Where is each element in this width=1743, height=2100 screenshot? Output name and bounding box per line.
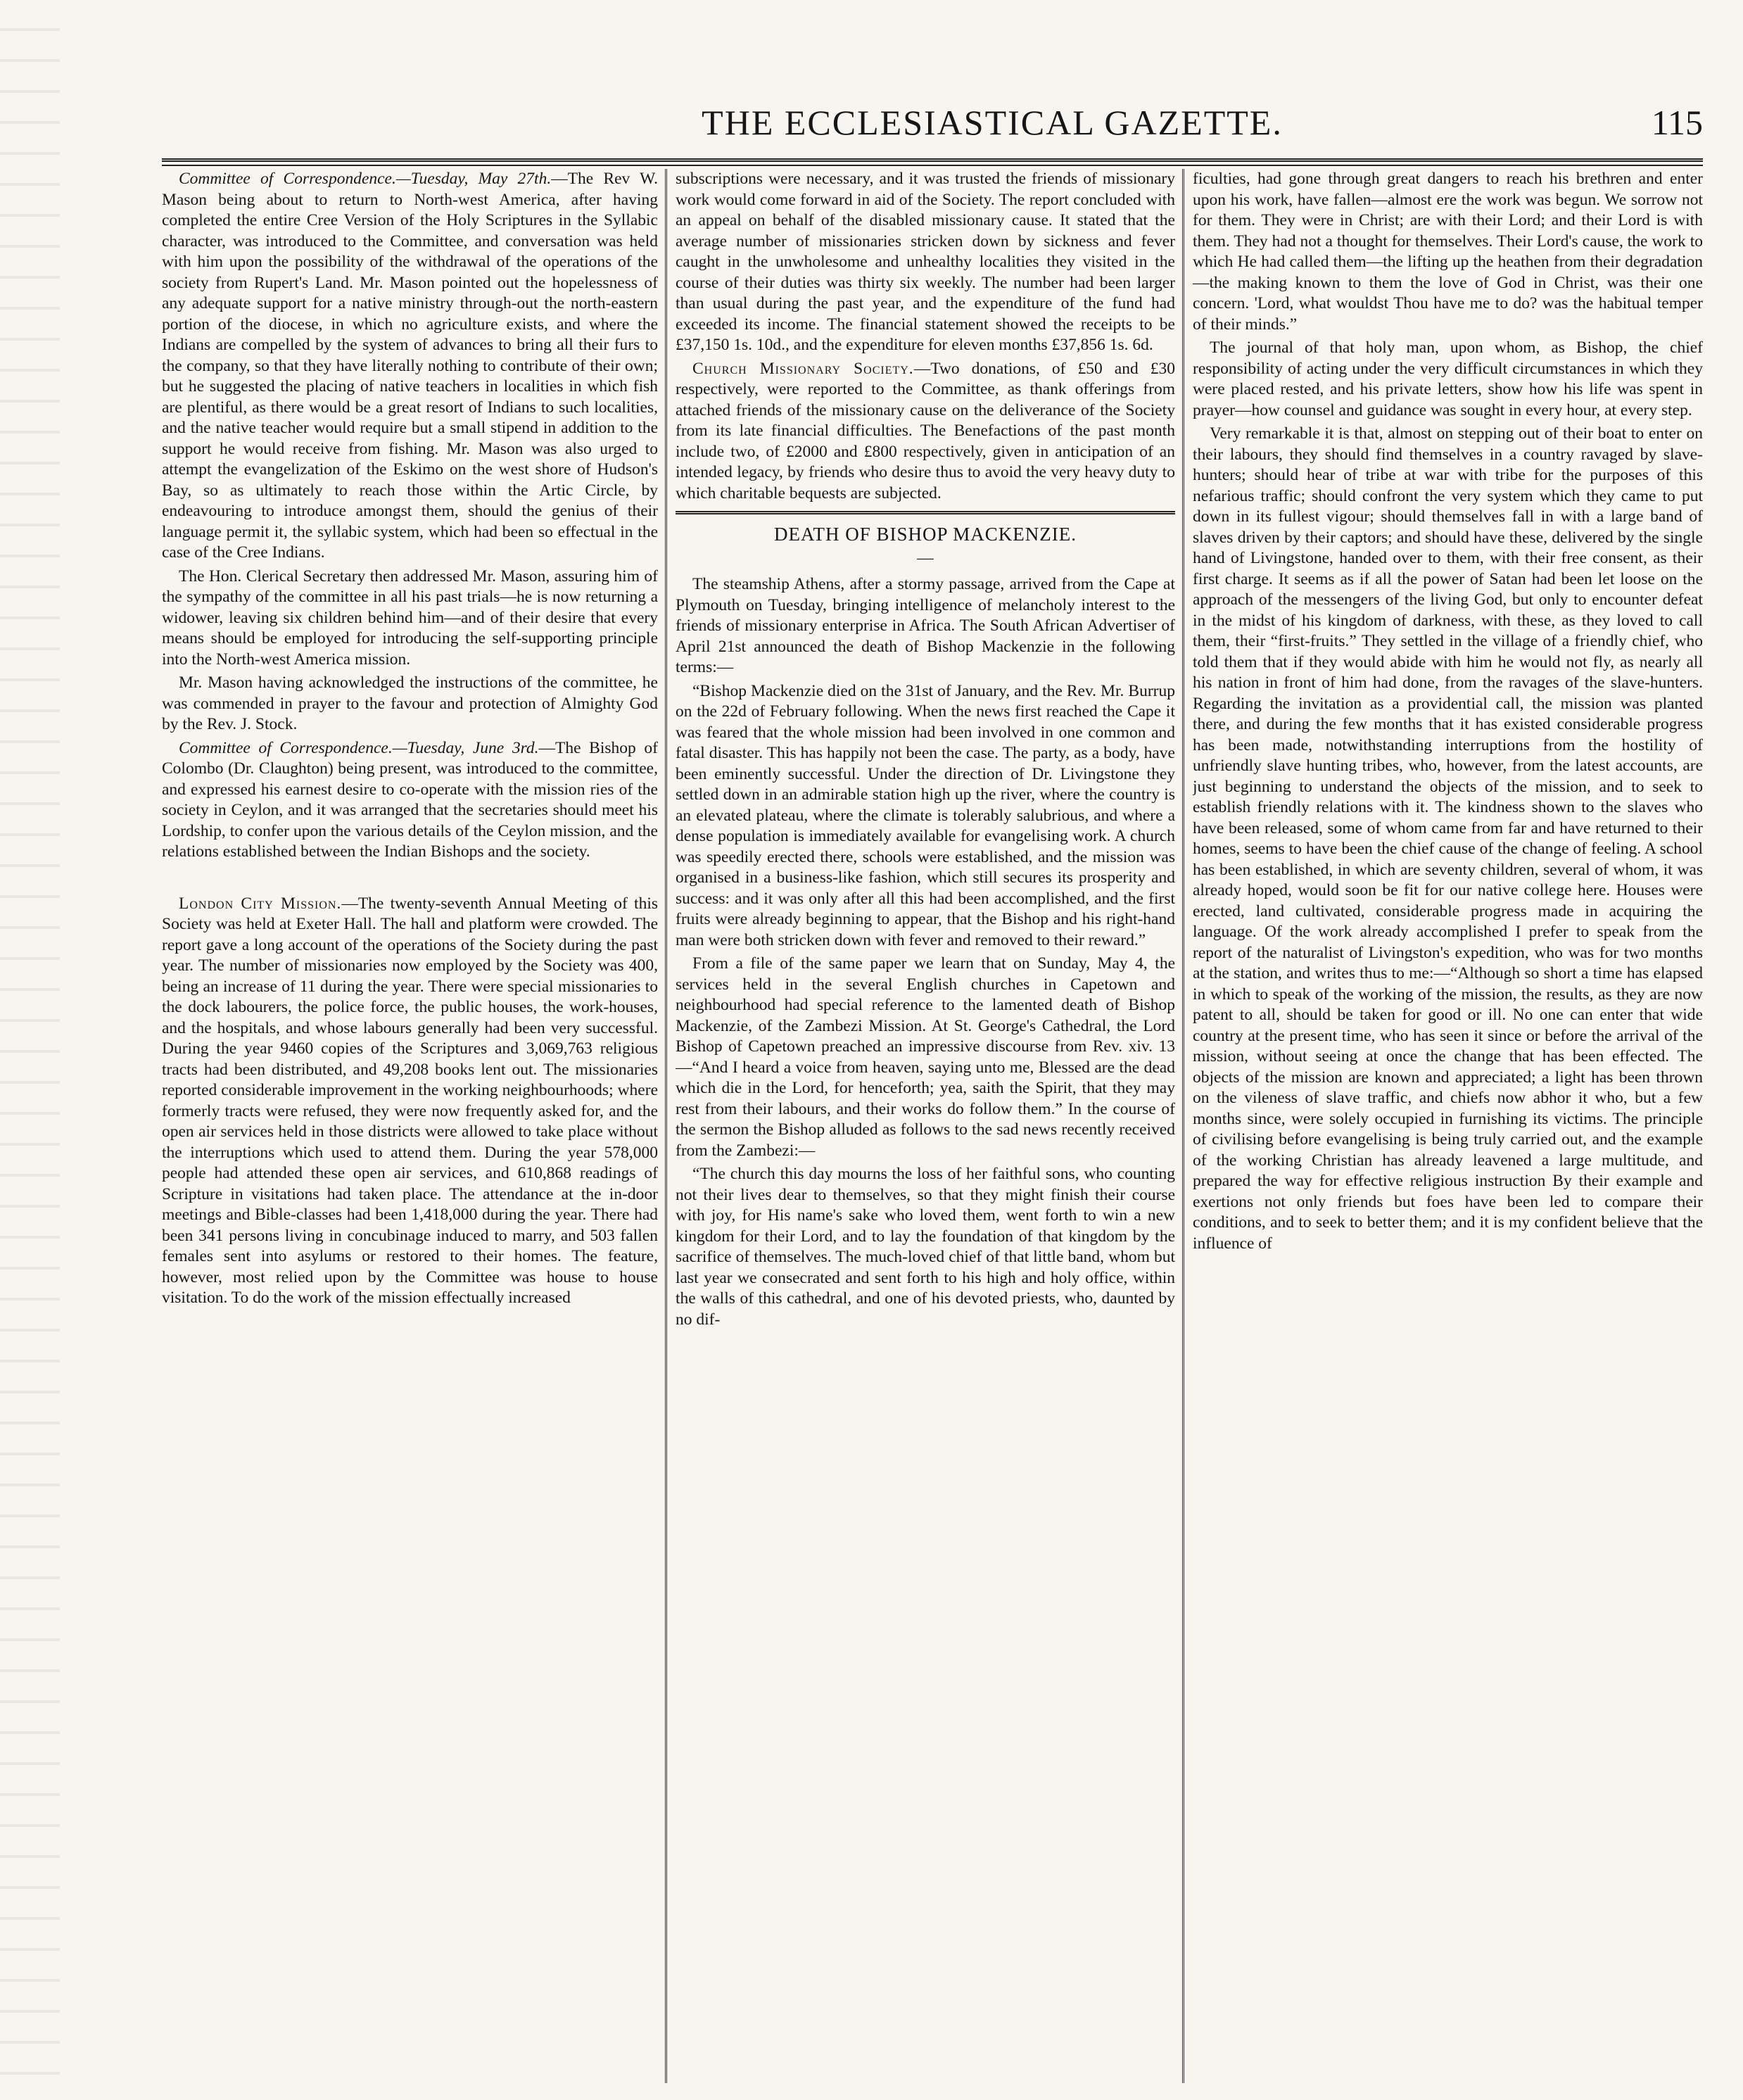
paragraph: “The church this day mourns the loss of her faithful sons, who counting not their lives dear to themselves, so that they might finish their course with joy, for His name's sake who loved them, went forth to win a new kingdom for their Lord, and to lay the foundation of that kingdom by the sacrifice of themselves. The much-loved chief of that little band, whom but last year we consecrated and sent forth to his high and holy office, within the walls of this cathedral, and one of his devoted priests, who, daunted by no dif- bbox=[676, 1165, 1175, 1329]
paragraph-text: —Two donations, of £50 and £30 respectively, were reported to the Committee, as thank offerings from attached friends of the missionary cause on the deliverance of the Society from its late financial difficulties. The Benefactions of the past month include two, of £2000 and £800 respectively, given in anticipation of an intended legacy, by friends who desire thus to avoid the very heavy duty to which charitable bequests are subjected. bbox=[676, 359, 1175, 502]
paragraph: The journal of that holy man, upon whom, as Bishop, the chief responsibility of acting under the very difficult circumstances in which they were placed rested, and his private letters, show how his life was spent in prayer—how counsel and guidance was sought in every hour, at every step. bbox=[1193, 339, 1703, 419]
paragraph bbox=[162, 738, 658, 863]
section-gap bbox=[162, 866, 658, 894]
paragraph-text: —The twenty-seventh Annual Meeting of this Society was held at Exeter Hall. The hall and platform were crowded. The report gave a long account of the operations of the Society during the past year. The number of missionaries now employed by the Society was 400, being an increase of 11 during the year. There were special missionaries to the dock labourers, the police force, the public houses, the work-houses, and the hospitals, and whose labours generally had been very successful. During the year 9460 copies of the Scriptures and 3,069,763 religious tracts had been distributed, and 49,208 books lent out. The missionaries reported considerable improvement in the working neighbourhoods; where formerly tracts were refused, they were now frequently asked for, and the open air services held in those districts were allowed to take place without the interruptions which used to attend them. During the year 578,000 people had attended these open air services, and 610,868 readings of Scripture in visitations had taken place. The attendance at the in-door meetings and Bible-classes had been 1,418,000 during the year. There had been 341 persons living in concubinage induced to marry, and 503 fallen females sent into asylums or restored to their homes. The feature, however, most relied upon by the Committee was house to house visitation. To do the work of the mission effectually increased bbox=[162, 894, 658, 1307]
column-3 bbox=[1193, 169, 1703, 2083]
running-title: THE ECCLESIASTICAL GAZETTE. bbox=[702, 103, 1283, 142]
column-2 bbox=[676, 169, 1175, 2083]
paragraph-text: —The Bishop of Colombo (Dr. Claughton) being present, was introduced to the committee, and expressed his earnest desire to co-operate with the mission ries of the society in Ceylon, and it was arranged that the secretaries should meet his Lordship, to confer upon the various details of the Ceylon mission, and the relations established between the Indian Bishops and the society. bbox=[162, 738, 658, 861]
paragraph-text: —The Rev W. Mason being about to return to North-west America, after having completed the entire Cree Version of the Holy Scriptures in the Syllabic character, was introduced to the Committee, and conversation was held with him upon the possibility of the withdrawal of the operations of the society from Rupert's Land. Mr. Mason pointed out the hopelessness of any adequate support for a native ministry through-out the north-eastern portion of the diocese, in which no agriculture exists, and where the Indians are compelled by the system of advances to bring all their furs to the company, so that they have literally nothing to contribute of their own; but he suggested the placing of native teachers in localities in which fish are plentiful, as there would be a great resort of Indians to such localities, and the native teacher would require but a small stipend in addition to the support he would receive from fishing. Mr. Mason was also urged to attempt the evangelization of the Eskimo on the west shore of Hudson's Bay, so as ultimately to reach those within the Artic Circle, by endeavouring to introduce amongst them, should the genius of their language permit it, the syllabic system, which had been so effectual in the case of the Cree Indians. bbox=[162, 170, 658, 562]
paragraph: subscriptions were necessary, and it was trusted the friends of missionary work would come forward in aid of the Society. The report concluded with an appeal on behalf of the disabled missionary cause. It stated that the average number of missionaries stricken down by sickness and fever caught in the unwholesome and unhealthy localities they visited in the course of their duties was thirty six weekly. The number had been larger than usual during the past year, and the expenditure of the fund had exceeded its income. The financial statement showed the receipts to be £37,150 1s. 10d., and the expenditure for eleven months £37,856 1s. 6d. bbox=[676, 170, 1175, 354]
paragraph: ficulties, had gone through great dangers to reach his brethren and enter upon his work, have fallen—almost ere the work was begun. We sorrow not for them. They were in Christ; are with their Lord; and their Lord is with them. They had not a thought for themselves. Their Lord's cause, the work to which He had called them—the lifting up the heathen from their degradation—the making known to them the love of God in Christ, was their one concern. 'Lord, what wouldst Thou have me to do? was the habitual temper of their minds.” bbox=[1193, 170, 1703, 334]
paragraph: Mr. Mason having acknowledged the instructions of the committee, he was commended in prayer to the favour and protection of Almighty God by the Rev. J. Stock. bbox=[162, 673, 658, 733]
column-1 bbox=[162, 169, 658, 2083]
title-dash: — bbox=[917, 548, 934, 567]
article-title: DEATH OF BISHOP MACKENZIE. bbox=[773, 524, 1077, 545]
paragraph: “Bishop Mackenzie died on the 31st of January, and the Rev. Mr. Burrup on the 22d of February following. When the news first reached the Cape it was feared that the whole mission had been involved in one common and fatal disaster. This has happily not been the case. The party, as a body, have been eminently successful. Under the direction of Dr. Livingstone they settled down in an admirable station high up the river, where the country is an elevated plateau, where the climate is tolerably salubrious, and where a dense population is immediately available for evangelising work. A church was speedily erected there, schools were established, and the mission was organised in a business-like fashion, which still secures its prosperity and success: and it was only after all this had been accomplished, and the first fruits were already beginning to appear, that the Bishop and his right-hand man were both stricken down with fever and removed to their reward.” bbox=[676, 681, 1175, 949]
paragraph-lead: London City Mission. bbox=[179, 894, 342, 913]
header-rule bbox=[162, 158, 1703, 166]
paragraph: The steamship Athens, after a stormy passage, arrived from the Cape at Plymouth on Tuesday, bringing intelligence of melancholy interest to the friends of missionary enterprise in Africa. The South African Advertiser of April 21st announced the death of Bishop Mackenzie in the following terms:— bbox=[676, 575, 1175, 676]
column-divider bbox=[665, 169, 667, 2083]
paragraph: Very remarkable it is that, almost on stepping out of their boat to enter on their labours, they should find themselves in a country ravaged by slave-hunters; should hear of tribe at war with tribe for the purposes of this nefarious traffic; should confront the very system which they came to put down in its fullest vigour; should themselves fall in with a large band of slaves driven by their captors; and should have these, delivered by the single hand of Livingstone, handed over to them, with their free consent, as their first charge. It seems as if all the power of Satan had been let loose on the approach of the messengers of the living God, but only to encounter defeat in the midst of his kingdom of darkness, with these, as they loved to call them, their “first-fruits.” They settled in the village of a friendly chief, who told them that if they would abide with him he would not fly, as nearly all his nation in front of him had done, from the ravages of the slave-hunters. Regarding the invitation as a providential call, the mission was planted there, and during the few months that it has existed considerable progress has been made, notwithstanding interruptions from the hostility of unfriendly slave hunting tribes, who, however, from the latest accounts, are just beginning to understand the objects of the mission, and to seek to establish friendly relations with it. The kindness shown to the slaves who have been released, some of whom came from far and have returned to their homes, seems to have been the chief cause of the change of feeling. A school has been established, in which are seventy children, several of whom, it was already hoped, would soon be fit for our native college here. Houses were erected, land cultivated, considerable progress made in acquiring the language. Of the work already accomplished I prefer to speak from the report of the naturalist of Livingston's expedition, who was for two months at the station, and writes thus to me:—“Although so short a time has elapsed in which to speak of the working of the mission, the results, as they are now patent to all, should be taken for good or ill. No one can enter that wide country at the present time, who has seen it since or before the arrival of the mission, without seeing at once the change that has been effected. The objects of the mission are known and appreciated; a light has been thrown on the vileness of slave traffic, and chiefs now abhor it who, but a few months since, were solely occupied in furnishing its victims. The principle of civilising before evangelising is being truly carried out, and the example of the working Christian has already leavened a large multitude, and prepared the way for effective religious instruction By their example and exertions not only friends but foes have been led to compare their conditions, and to seek to better them; and it is my confident believe that the influence of bbox=[1193, 424, 1703, 1253]
paragraph-lead: Committee of Correspondence.—Tuesday, May 27th. bbox=[179, 170, 552, 188]
paragraph bbox=[162, 169, 658, 564]
page-header bbox=[162, 102, 1703, 144]
paragraph bbox=[676, 359, 1175, 505]
page-number: 115 bbox=[1651, 103, 1703, 142]
article-rule bbox=[676, 511, 1175, 514]
paragraph: From a file of the same paper we learn that on Sunday, May 4, the services held in the several English churches in Capetown and neighbourhood had special reference to the lamented death of Bishop Mackenzie, of the Zambezi Mission. At St. George's Cathedral, the Lord Bishop of Capetown preached an impressive discourse from Rev. xiv. 13—“And I heard a voice from heaven, saying unto me, Blessed are the dead which die in the Lord, for henceforth; yea, saith the Spirit, that they may rest from their labours, and their works do follow them.” In the course of the sermon the Bishop alluded as follows to the sad news recently received from the Zambezi:— bbox=[676, 954, 1175, 1160]
paragraph bbox=[162, 894, 658, 1309]
binding-edge bbox=[0, 0, 60, 2100]
paragraph-lead: Committee of Correspondence.—Tuesday, June 3rd. bbox=[179, 738, 539, 757]
paragraph: The Hon. Clerical Secretary then addressed Mr. Mason, assuring him of the sympathy of the committee in all his past trials—he is now returning a widower, leaving six children behind him—and of their desire that every means should be employed for introducing the self-supporting principle into the North-west America mission. bbox=[162, 567, 658, 669]
column-divider bbox=[1182, 169, 1184, 2083]
paragraph-lead: Church Missionary Society. bbox=[692, 359, 914, 378]
